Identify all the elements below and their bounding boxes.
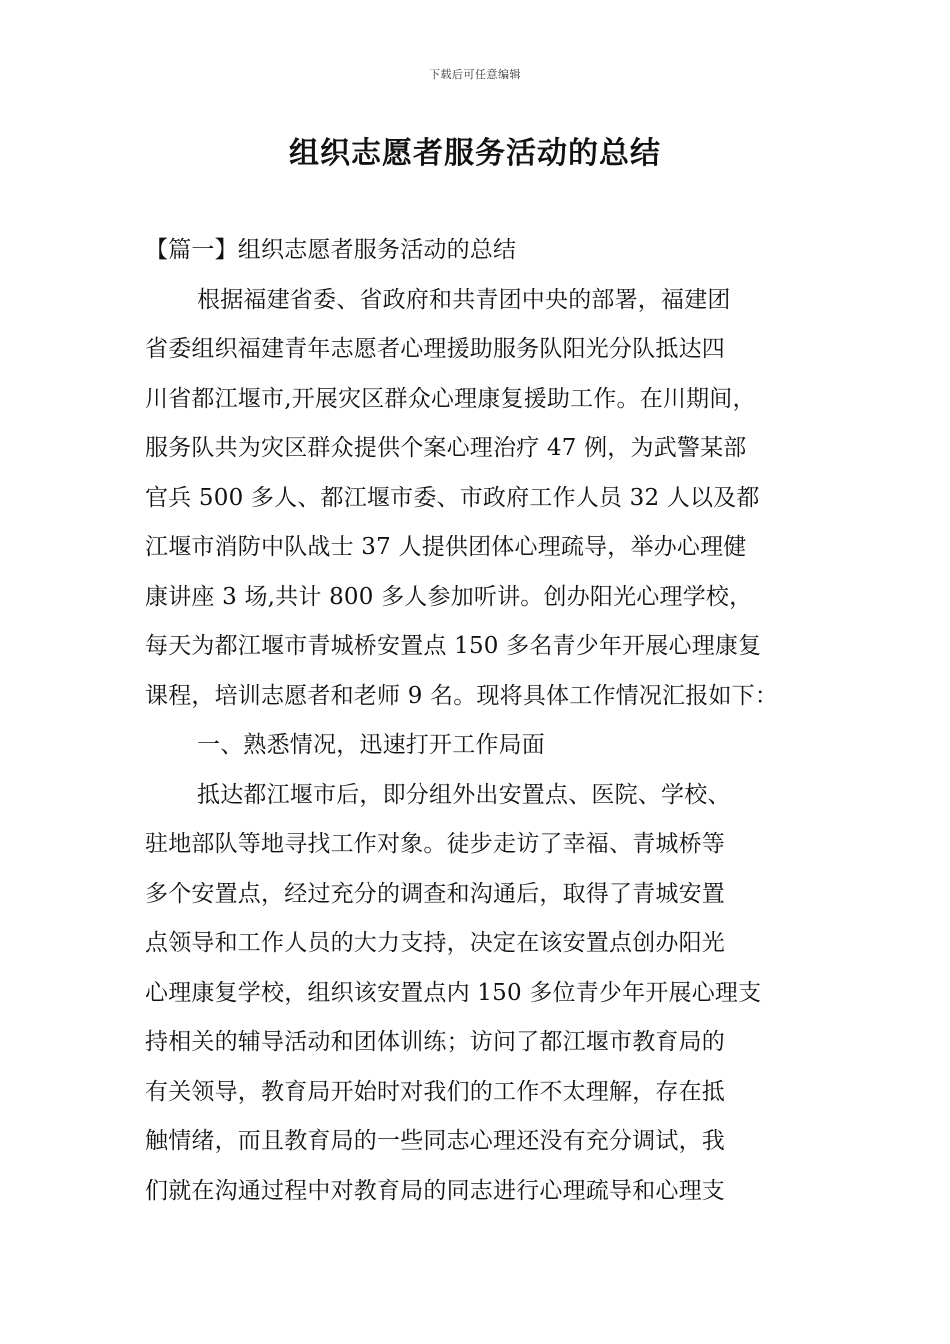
- body-line: 抵达都江堰市后，即分组外出安置点、医院、学校、: [197, 781, 731, 808]
- body-line: 官兵 500 多人、都江堰市委、市政府工作人员 32 人以及都: [145, 484, 760, 511]
- body-line: 点领导和工作人员的大力支持，决定在该安置点创办阳光: [145, 930, 725, 956]
- body-line: 多个安置点，经过充分的调查和沟通后，取得了青城安置: [145, 880, 725, 907]
- body-line: 一、熟悉情况，迅速打开工作局面: [197, 732, 545, 758]
- body-line: 持相关的辅导活动和团体训练；访问了都江堰市教育局的: [145, 1029, 725, 1055]
- body-line: 【篇一】组织志愿者服务活动的总结: [145, 237, 517, 263]
- document-body: [145, 226, 813, 1216]
- body-line: 川省都江堰市,开展灾区群众心理康复援助工作。在川期间，: [145, 385, 756, 412]
- document-title: 组织志愿者服务活动的总结: [289, 136, 661, 171]
- body-line: 根据福建省委、省政府和共青团中央的部署，福建团: [197, 286, 731, 313]
- body-line: 服务队共为灾区群众提供个案心理治疗 47 例，为武警某部: [145, 435, 747, 461]
- body-line: 心理康复学校，组织该安置点内 150 多位青少年开展心理支: [145, 979, 762, 1006]
- body-line: 省委组织福建青年志愿者心理援助服务队阳光分队抵达四: [145, 336, 725, 362]
- body-line: 触情绪，而且教育局的一些同志心理还没有充分调试，我: [145, 1128, 725, 1154]
- body-line: 康讲座 3 场,共计 800 多人参加听讲。创办阳光心理学校，: [145, 583, 753, 610]
- body-line: 每天为都江堰市青城桥安置点 150 多名青少年开展心理康复: [145, 633, 762, 659]
- body-line: 们就在沟通过程中对教育局的同志进行心理疏导和心理支: [145, 1177, 725, 1204]
- body-line: 课程，培训志愿者和老师 9 名。现将具体工作情况汇报如下：: [145, 682, 779, 709]
- body-line: 有关领导，教育局开始时对我们的工作不太理解，存在抵: [145, 1078, 725, 1105]
- body-line: 驻地部队等地寻找工作对象。徒步走访了幸福、青城桥等: [145, 831, 725, 857]
- body-line: 江堰市消防中队战士 37 人提供团体心理疏导，举办心理健: [145, 534, 747, 560]
- header-note: 下载后可任意编辑: [429, 68, 521, 81]
